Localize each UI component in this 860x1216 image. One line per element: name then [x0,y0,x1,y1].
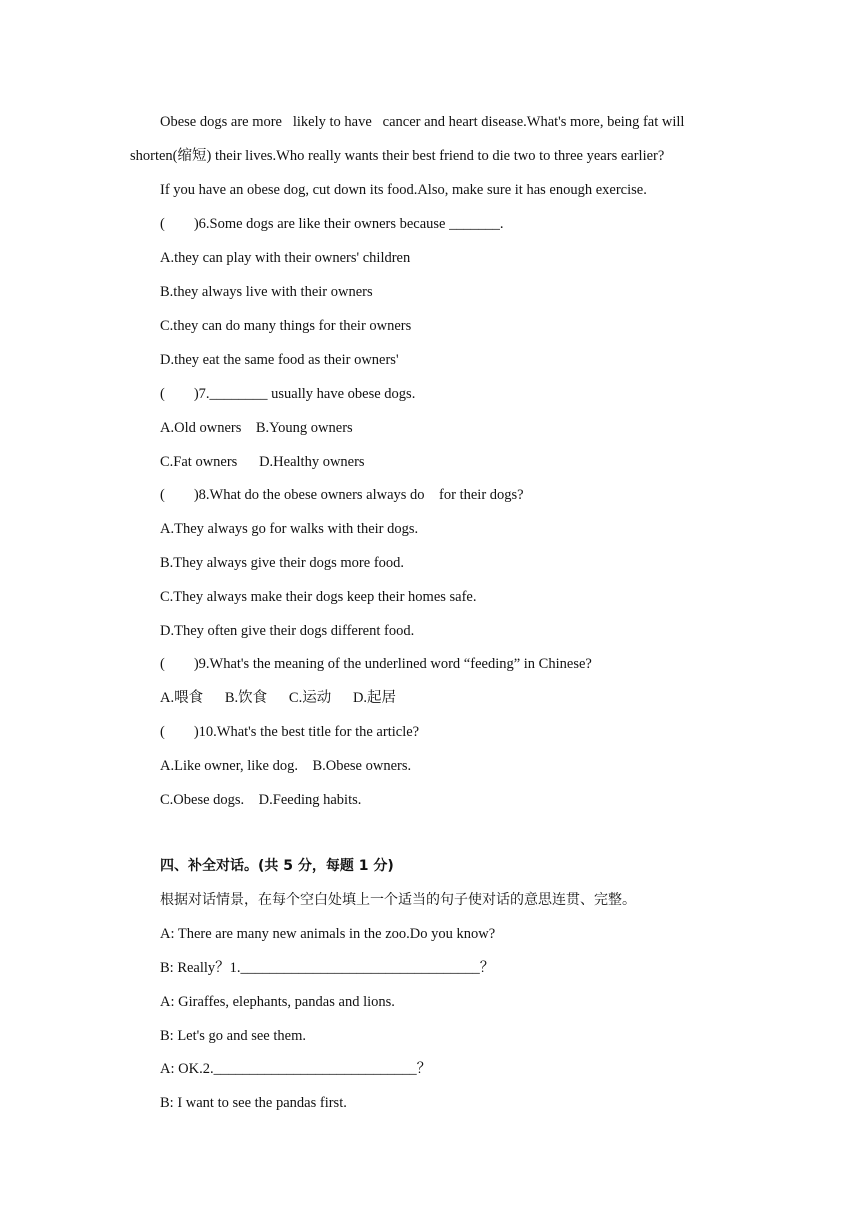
dialogue-line: B: Let's go and see them. [160,1028,306,1044]
question-8-option-d: D.They often give their dogs different food. [160,623,415,639]
dialogue-line: B: I want to see the pandas first. [160,1095,347,1111]
question-6-option-b: B.they always live with their owners [160,284,373,300]
question-10-options-cd: C.Obese dogs. D.Feeding habits. [160,792,362,808]
question-8-option-b: B.They always give their dogs more food. [160,555,405,571]
dialogue-line: A: Giraffes, elephants, pandas and lions. [160,994,395,1010]
dialogue-line: A: OK.2.____________________________？ [160,1061,432,1077]
question-6-option-a: A.they can play with their owners' children [160,250,411,266]
section-instruction: 根据对话情景，在每个空白处填上一个适当的句子使对话的意思连贯、完整。 [160,892,636,908]
question-7-stem: ( )7.________ usually have obese dogs. [160,386,416,402]
passage-line: If you have an obese dog, cut down its food.Also, make sure it has enough exercise. [160,182,647,198]
question-10-stem: ( )10.What's the best title for the article? [160,724,420,740]
question-6-stem: ( )6.Some dogs are like their owners because _______. [160,216,504,232]
question-9-options: A.喂食 B.饮食 C.运动 D.起居 [160,690,397,706]
dialogue-line: B: Really？1._________________________________？ [160,960,495,976]
dialogue-line: A: There are many new animals in the zoo.Do you know? [160,926,496,942]
question-8-option-c: C.They always make their dogs keep their homes safe. [160,589,477,605]
question-8-stem: ( )8.What do the obese owners always do for their dogs? [160,487,524,503]
question-9-stem: ( )9.What's the meaning of the underlined word “feeding” in Chinese? [160,656,592,672]
question-10-options-ab: A.Like owner, like dog. B.Obese owners. [160,758,412,774]
question-8-option-a: A.They always go for walks with their dogs. [160,521,419,537]
question-7-options-ab: A.Old owners B.Young owners [160,420,353,436]
section-heading: 四、补全对话。(共 5 分，每题 1 分) [160,858,394,874]
passage-line: shorten(缩短) their lives.Who really wants their best friend to die two to three years earlier? [130,148,665,164]
question-6-option-d: D.they eat the same food as their owners' [160,352,399,368]
question-7-options-cd: C.Fat owners D.Healthy owners [160,454,365,470]
passage-line: Obese dogs are more likely to have cancer and heart disease.What's more, being fat will [160,114,685,130]
question-6-option-c: C.they can do many things for their owners [160,318,412,334]
